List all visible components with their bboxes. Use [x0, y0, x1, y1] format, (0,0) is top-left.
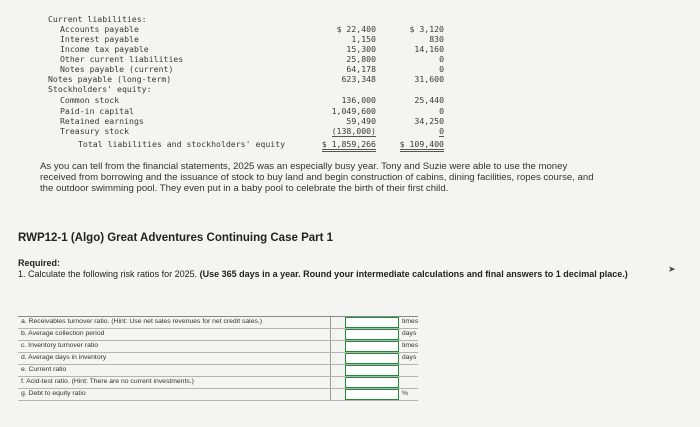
bs-row: [0, 126, 700, 136]
bs-row: [0, 34, 700, 44]
ratio-label: f. Acid-test ratio. (Hint: There are no current investments.): [21, 378, 194, 385]
bs-label: Retained earnings: [60, 116, 144, 126]
answer-input-inventory-turnover[interactable]: [345, 341, 399, 352]
table-row: [18, 329, 418, 341]
bs-row: [0, 74, 700, 84]
table-row: [18, 353, 418, 365]
column-divider: [330, 377, 331, 388]
bs-value-2024: 0: [439, 126, 444, 136]
bs-value-2025: $ 22,400: [336, 24, 376, 34]
bs-row: [0, 84, 700, 94]
answer-input-acid-test-ratio[interactable]: [345, 377, 399, 388]
bs-value-2024: 25,440: [414, 95, 444, 105]
bs-row: [0, 116, 700, 126]
bs-value-2025: 136,000: [341, 95, 376, 105]
ratio-label: e. Current ratio: [21, 366, 67, 373]
column-divider: [330, 389, 331, 400]
narrative-paragraph: As you can tell from the financial statements, 2025 was an especially busy year. Tony and Suzie were able to use the money received from borrowing and the issuance of stock to buy land and begin construction of cabins, dining facilities, ropes course, and the outdoor swimming pool. They even put in a baby pool to celebrate the birth of their first child.: [40, 161, 594, 194]
ratio-label: d. Average days in inventory: [21, 354, 107, 361]
bs-value-2025: $ 1,859,266: [322, 139, 376, 152]
unit-label: %: [402, 390, 409, 397]
required-instructions: [18, 269, 658, 280]
bs-label: Common stock: [60, 95, 120, 105]
required-label: Required:: [18, 258, 61, 268]
bs-label: Stockholders' equity:: [48, 84, 152, 94]
table-row: [18, 341, 418, 353]
bs-value-2025: 64,178: [346, 64, 376, 74]
column-divider: [330, 317, 331, 328]
bs-label: Paid-in capital: [60, 106, 134, 116]
bs-value-2025: 25,800: [346, 54, 376, 64]
bs-value-2024: 0: [439, 54, 444, 64]
column-divider: [330, 341, 331, 352]
bs-value-2025: 15,300: [346, 44, 376, 54]
bs-row: [0, 95, 700, 105]
required-text-emphasis: (Use 365 days in a year. Round your intermediate calculations and final answers to 1 decimal place.): [199, 269, 628, 279]
bs-label: Interest payable: [60, 34, 139, 44]
bs-value-2025: 1,150: [351, 34, 376, 44]
column-divider: [330, 353, 331, 364]
bs-label: Notes payable (long-term): [48, 74, 172, 84]
bs-value-2025: 59,490: [346, 116, 376, 126]
case-title: RWP12-1 (Algo) Great Adventures Continuing Case Part 1: [18, 232, 334, 244]
bs-value-2024: 0: [439, 106, 444, 116]
table-row: [18, 317, 418, 329]
bs-value-2024: 830: [429, 34, 444, 44]
bs-row-total: [0, 139, 700, 149]
bs-value-2024: 0: [439, 64, 444, 74]
bs-row: [0, 14, 700, 24]
column-divider: [330, 365, 331, 376]
answer-input-average-days-in-inventory[interactable]: [345, 353, 399, 364]
unit-label: days: [402, 330, 417, 337]
bs-value-2024: 34,250: [414, 116, 444, 126]
bs-row: [0, 54, 700, 64]
bs-value-2024: $ 109,400: [400, 139, 444, 152]
unit-label: times: [402, 342, 419, 349]
ratio-label: a. Receivables turnover ratio. (Hint: Use net sales revenues for net credit sales.): [21, 318, 263, 325]
bs-value-2024: 14,160: [414, 44, 444, 54]
answer-input-average-collection-period[interactable]: [345, 329, 399, 340]
bs-label: Notes payable (current): [60, 64, 174, 74]
answer-input-receivables-turnover[interactable]: [345, 317, 399, 328]
ratio-label: b. Average collection period: [21, 330, 105, 337]
table-row: [18, 377, 418, 389]
bs-value-2025: (138,000): [331, 126, 376, 136]
bs-label: Other current liabilities: [60, 54, 184, 64]
unit-label: times: [402, 318, 419, 325]
ratio-label: c. Inventory turnover ratio: [21, 342, 99, 349]
bs-label: Current liabilities:: [48, 14, 147, 24]
answer-input-debt-to-equity[interactable]: [345, 389, 399, 400]
bs-row: [0, 106, 700, 116]
bs-label: Accounts payable: [60, 24, 139, 34]
bs-value-2024: 31,600: [414, 74, 444, 84]
table-row: [18, 389, 418, 401]
ratio-answer-table: [18, 316, 418, 427]
bs-row: [0, 24, 700, 34]
column-divider: [330, 329, 331, 340]
bs-row: [0, 64, 700, 74]
table-row: [18, 365, 418, 377]
bs-row: [0, 44, 700, 54]
unit-label: days: [402, 354, 417, 361]
bs-label: Treasury stock: [60, 126, 130, 136]
bs-label: Total liabilities and stockholders' equity: [78, 139, 286, 149]
bs-label: Income tax payable: [60, 44, 149, 54]
answer-input-current-ratio[interactable]: [345, 365, 399, 376]
ratio-label: g. Debt to equity ratio: [21, 390, 86, 397]
bs-value-2024: $ 3,120: [409, 24, 444, 34]
cursor-arrow-icon: ➤: [668, 264, 676, 274]
bs-value-2025: 623,348: [341, 74, 376, 84]
required-text: 1. Calculate the following risk ratios for 2025.: [18, 269, 200, 279]
bs-value-2025: 1,049,600: [331, 106, 376, 116]
